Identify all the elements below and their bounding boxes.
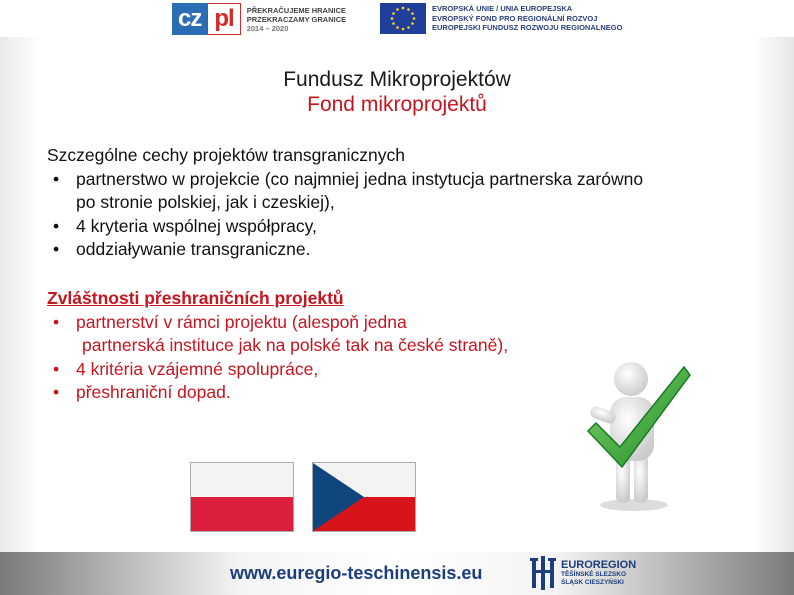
eu-flag-icon — [380, 3, 426, 34]
czpl-logo-pl: pl — [207, 3, 240, 35]
poland-flag-icon — [190, 462, 294, 532]
czpl-logo-cz: cz — [172, 3, 207, 35]
czech-flag-icon — [312, 462, 416, 532]
eu-line3: EUROPEJSKI FUNDUSZ ROZWOJU REGIONALNEGO — [432, 23, 623, 33]
page-title-pl: Fundusz Mikroprojektów — [283, 68, 511, 91]
list-item: • partnerství v rámci projektu (alespoň jedna partnerská instituce jak na polské tak na české straně), — [47, 311, 607, 358]
czpl-logo — [172, 2, 346, 36]
section-czech-heading: Zvláštnosti přeshraničních projektů — [47, 288, 344, 308]
eu-line2: EVROPSKÝ FOND PRO REGIONÁLNÍ ROZVOJ — [432, 13, 598, 23]
czpl-line2: PRZEKRACZAMY GRANICE — [246, 14, 347, 24]
euroregion-line2: TĚŠÍNSKÉ SLEZSKO — [561, 571, 627, 578]
section-polish — [47, 144, 767, 262]
section-czech — [47, 287, 607, 405]
czpl-line1: PŘEKRAČUJEME HRANICE — [246, 5, 346, 15]
page-title-cz: Fond mikroprojektů — [307, 93, 487, 116]
footer-url-link[interactable]: www.euregio-teschinensis.eu — [230, 563, 483, 583]
list-item: • 4 kritéria vzájemné spolupráce, — [47, 358, 607, 382]
list-item: • oddziaływanie transgraniczne. — [47, 238, 767, 262]
euroregion-logo — [530, 556, 636, 590]
euroregion-title: EUROREGION — [561, 559, 637, 571]
figure-checkmark-icon — [576, 355, 696, 515]
list-item: • partnerstwo w projekcie (co najmniej jedna instytucja partnerska zarówno po stronie polskiej, jak i czeskiej), — [47, 168, 767, 215]
euroregion-emblem-icon — [530, 556, 556, 590]
czpl-logo-text — [247, 6, 346, 33]
section-polish-heading: Szczególne cechy projektów transgranicznych — [47, 145, 405, 165]
eu-line1: EVROPSKÁ UNIE / UNIA EUROPEJSKA — [432, 4, 573, 14]
list-item: • 4 kryteria wspólnej współpracy, — [47, 215, 767, 239]
eu-logo — [380, 3, 622, 34]
list-item: • přeshraniční dopad. — [47, 381, 607, 405]
eu-logo-text — [432, 4, 622, 33]
czpl-line3: 2014 – 2020 — [246, 23, 289, 33]
euroregion-line3: ŚLĄSK CIESZYŃSKI — [561, 579, 624, 586]
